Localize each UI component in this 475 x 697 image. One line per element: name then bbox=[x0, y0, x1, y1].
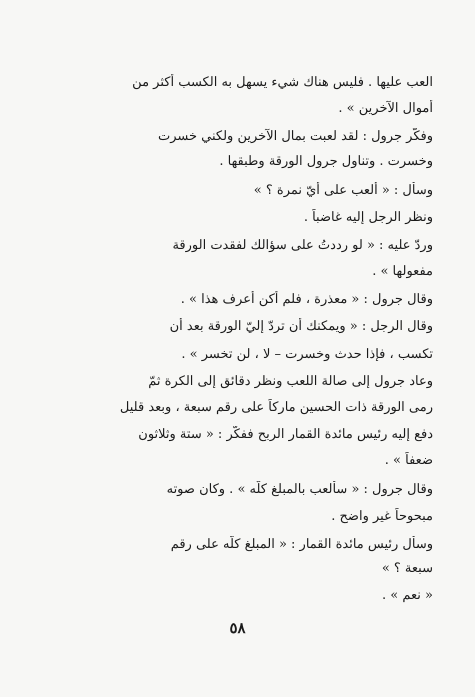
text-line: أموال الآخرين » . bbox=[338, 101, 433, 116]
text-line: وقال جرول : « سألعب بالمبلغ كلّه » . وكان صوته bbox=[166, 482, 433, 497]
text-line: وعاد جرول إلى صالة اللعب ونظر دقائق إلى الكرة ثمّ bbox=[148, 374, 433, 389]
text-line: وردّ عليه : « لو رددتُ على سؤالك لفقدت الورقة bbox=[172, 238, 433, 253]
text-line: سبعة ؟ » bbox=[381, 561, 433, 576]
text-line: العب عليها . فليس هناك شيء يسهل به الكسب أكثر من bbox=[132, 75, 433, 90]
text-line: تكسب ، فإذا حدث وخسرت – لا ، لن تخسر » . bbox=[181, 347, 433, 362]
text-line: وسأل رئيس مائدة القمار : « المبلغ كلّه على رقم bbox=[170, 537, 433, 552]
text-line: مفعولها » . bbox=[372, 264, 433, 279]
text-line: ونظر الرجل إليه غاضباً . bbox=[303, 210, 433, 225]
text-line: « نعم » . bbox=[382, 588, 433, 603]
text-line: وخسرت . وتناول جرول الورقة وطبقها . bbox=[219, 154, 433, 169]
text-line: دفع إليه رئيس مائدة القمار الربح ففكّر : « ستة وثلاثون bbox=[138, 427, 433, 442]
text-line: وفكّر جرول : لقد لعبت بمال الآخرين ولكني خسرت bbox=[157, 129, 433, 144]
page-number: ٥٨ bbox=[229, 619, 246, 637]
body-text bbox=[55, 0, 433, 697]
text-line: ضعفاً » . bbox=[384, 453, 433, 468]
text-line: وقال الرجل : « ويمكنك أن تردّ إليّ الورقة بعد أن bbox=[169, 319, 433, 334]
text-line: مبحوحاً غير واضح . bbox=[331, 509, 433, 524]
text-line: رمى الورقة ذات الحسين ماركاً على رقم سبعة ، وبعد قليل bbox=[119, 400, 433, 415]
text-line: وقال جرول : « معذرة ، فلم أكن أعرف هذا » . bbox=[180, 292, 433, 307]
text-line: وسأل : « ألعب على أيّ نمرة ؟ » bbox=[253, 183, 433, 198]
